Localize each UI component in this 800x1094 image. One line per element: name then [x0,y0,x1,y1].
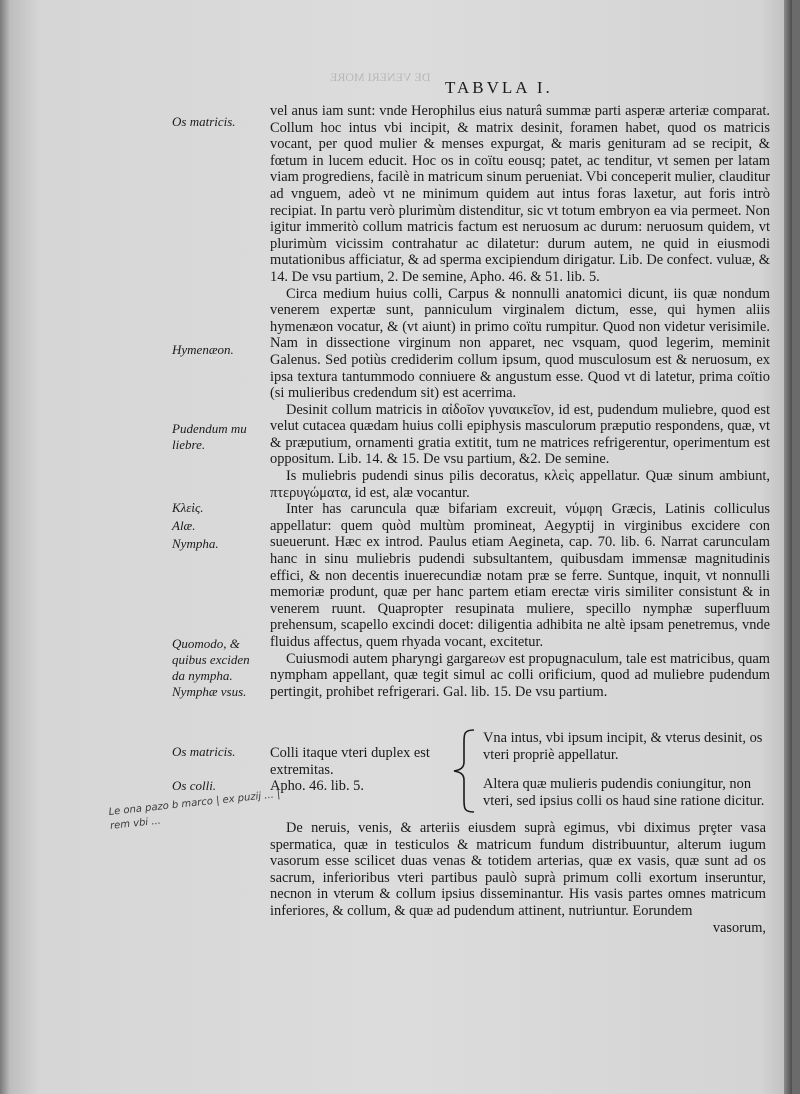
margin-note-pudendum [172,421,247,453]
margin-note-quomodo-line3: da nympha. [172,668,233,683]
margin-note-pudendum-line2: liebre. [172,437,206,452]
margin-note-quomodo [172,636,250,684]
margin-note-quomodo-line2: quibus exciden [172,652,250,667]
paragraph-vasa: De neruis, venis, & arteriis eiusdem suprà egimus, vbi diximus prȩter vasa spermatica, quæ in testiculos & matricum fundum distribuuntur, alterum iugum vasorum esse scilicet duas venas & totidem arterias, quæ ex vasis, quæ sunt ad os sacrum, inferioribus vteri partibus paulò suprà primum colli exortum inseruntur, necnon in vterum & collum ipsius disseminantur. His vasis partes omnes matricum inferiores, & collum, & quæ ad pudendum attinent, nutriuntur. Eorundem [270,820,766,919]
colli-summary-line2: extremitas. [270,761,334,778]
final-text-block [270,820,766,936]
curly-brace-icon [448,728,478,814]
margin-note-pudendum-line1: Pudendum mu [172,421,247,436]
paragraph-os-matricis: vel anus iam sunt: vnde Herophilus eius naturâ summæ parti asperæ arteriæ comparat. Collum hoc intus vbi incipit, & matrix desinit, foramen habet, quod os matricis vocant, per quod mulier & menses expurgat, & maris genituram ad se recipit, & fœtum in lucem educit. Hoc os in coïtu eousq; patet, ac tenditur, vt semen per latam viam progrediens, facilè in matricum sinum perueniat. Vbi conceperit mulier, clauditur ad vnguem, adeò vt ne minimum quidem aut intus foras laxetur, aut foris intrò recipiat. In partu verò plurimùm distenditur, sic vt totum embryon ea via permeet. Non igitur immeritò collum matricis factum est neruosum ac durum: neruosum quidem, vt plurimùm vicissim contrahatur ac dilatetur: durum autem, ne quid in eiusmodi mutationibus afficiatur, & ad sperma excipiendum dirigatur. Lib. De confect. vuluæ, & 14. De vsu partium, 2. De semine, Apho. 46. & 51. lib. 5. [270,103,770,285]
colli-branch-b: Altera quæ mulieris pudendis coniungitur, non vteri, sed ipsius colli os haud sine ratione dicitur. [483,776,765,809]
margin-note-os-matricis: Os matricis. [172,114,236,129]
colli-summary-reference: Apho. 46. lib. 5. [270,778,364,795]
margin-note-os-colli: Os colli. [172,778,217,793]
paragraph-kleis: Is muliebris pudendi sinus pilis decoratus, κλεὶς appellatur. Quæ sinum ambiunt, πτερυγώματα, id est, alæ vocantur. [270,468,770,501]
paragraph-nympha: Inter has caruncula quæ bifariam excreuit, νύμφη Græcis, Latinis colliculus appellatur: quem quòd multùm promineat, Aegyptij in virginibus excidere con sueuerunt. Hæc ex introd. Paulus etiam Aegineta, cap. 70. lib. 6. Narrat carunculam hanc in sinu muliebris pudendi subsultantem, quibusdam immensæ magnitudinis effici, & non decentis inuerecundiæ notam præ se ferre. Suntque, inquit, vt nonnulli memoriæ produnt, quæ per hanc partem etiam erectæ viris similiter consistunt & in venerem ruunt. Quapropter resupinata muliere, specillo nymphæ superfluum prehensum, scapello excindi docet: diligentia adhibita ne altè ipsam penetremus, vnde fluidus affectus, quem rhyada vocant, excitetur. [270,501,770,650]
colli-summary-line1: Colli itaque vteri duplex est [270,745,430,761]
margin-note-nympha: Nympha. [172,536,219,551]
page-header: TABVLA I. [445,78,553,97]
margin-note-os-matricis-2: Os matricis. [172,744,236,759]
main-text-block [270,103,770,700]
bleed-through-text: DE VENERI MORE [330,70,431,84]
colli-branch-a: Vna intus, vbi ipsum incipit, & vterus desinit, os vteri propriè appellatur. [483,730,763,763]
handwritten-annotation: Le ona pazo b marco | ex puzij ... | rem vbi ... [108,788,281,832]
paragraph-hymen: Circa medium huius colli, Carpus & nonnulli anatomici dicunt, iis quæ nondum venerem expertæ sunt, panniculum virginalem dictum, esse, qui hymen aliis hymenæon vocatur, & (vt aiunt) in primo coïtu rumpitur. Quod non videtur verisimile. Nam in dissectione virginum non apparet, nec vsquam, quod legerim, meminit Galenus. Sed potiùs crediderim collum ipsum, quod musculosum est & neruosum, ex ipsa textura tantummodo conniuere & angustum esse. Quod vt di latetur, prima coïtio (si mulieribus credendum sit) est acerrima. [270,285,770,402]
margin-note-kleis: Κλεὶς. [172,500,204,515]
paragraph-nymphae-usus: Cuiusmodi autem pharyngi gargareων est propugnaculum, tale est matricibus, quam nympham appellant, quæ tegit simul ac colli orificium, quod ad muliebre pudendum pertingit, prohibet refrigerari. Gal. lib. 15. De vsu partium. [270,650,770,700]
catchword: vasorum, [712,919,766,936]
margin-note-hymenaeon: Hymenæon. [172,342,234,357]
page-gutter-shadow [784,0,792,1094]
margin-note-nymphae-usus: Nymphæ vsus. [172,684,247,699]
margin-note-quomodo-line1: Quomodo, & [172,636,240,651]
margin-note-alae: Alæ. [172,518,196,533]
paragraph-pudendum: Desinit collum matricis in αἰδοῖον γυναικεῖον, id est, pudendum muliebre, quod est velut cutacea quædam huius colli epiphysis masculorum præputio respondens, quæ, vt & præputium, ornamenti gratia extitit, tum ne matrices refrigerentur, operimentum est oppositum. Lib. 14. & 15. De vsu partium, &2. De semine. [270,401,770,468]
